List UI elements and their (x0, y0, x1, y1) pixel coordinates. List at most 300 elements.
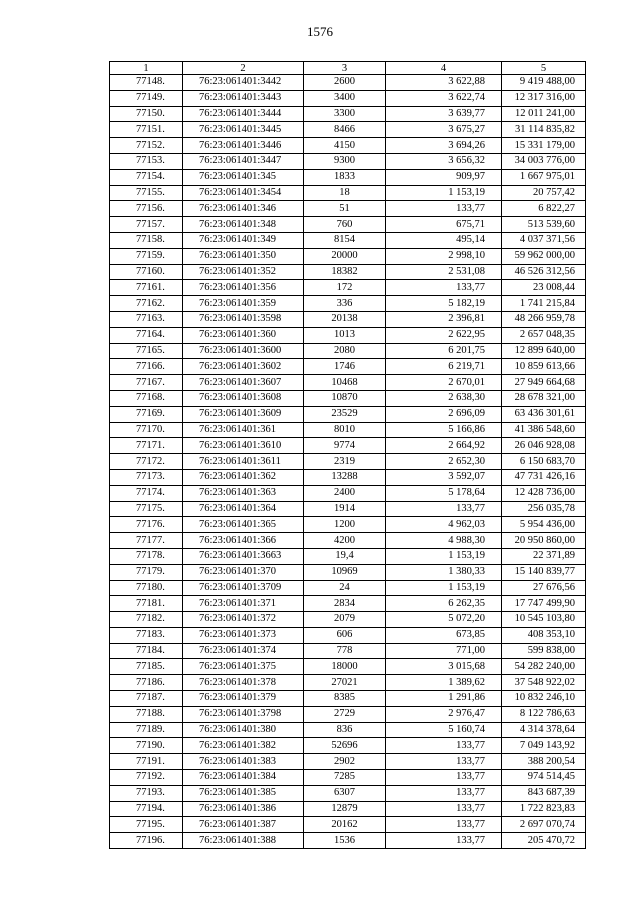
area-cell: 2400 (304, 485, 386, 501)
table-row (110, 691, 586, 707)
cadastral-number-cell: 76:23:061401:371 (183, 596, 304, 612)
row-number-cell: 77172. (110, 454, 183, 470)
cadastral-number-cell: 76:23:061401:346 (183, 201, 304, 217)
specific-value-cell: 2 531,08 (386, 264, 502, 280)
row-number-cell: 77171. (110, 438, 183, 454)
area-cell: 10969 (304, 564, 386, 580)
row-number-cell: 77193. (110, 785, 183, 801)
row-number-cell: 77179. (110, 564, 183, 580)
area-cell: 9300 (304, 153, 386, 169)
row-number-cell: 77180. (110, 580, 183, 596)
table-row (110, 548, 586, 564)
table-row (110, 533, 586, 549)
area-cell: 8466 (304, 122, 386, 138)
row-number-cell: 77188. (110, 706, 183, 722)
row-number-cell: 77190. (110, 738, 183, 754)
column-header: 5 (502, 62, 586, 75)
cadastral-number-cell: 76:23:061401:3443 (183, 90, 304, 106)
specific-value-cell: 1 153,19 (386, 185, 502, 201)
cadastral-value-cell: 4 314 378,64 (502, 722, 586, 738)
row-number-cell: 77153. (110, 153, 183, 169)
row-number-cell: 77177. (110, 533, 183, 549)
cadastral-value-cell: 27 949 664,68 (502, 375, 586, 391)
area-cell: 1536 (304, 833, 386, 849)
specific-value-cell: 909,97 (386, 169, 502, 185)
cadastral-number-cell: 76:23:061401:359 (183, 296, 304, 312)
cadastral-number-cell: 76:23:061401:379 (183, 691, 304, 707)
area-cell: 6307 (304, 785, 386, 801)
cadastral-number-cell: 76:23:061401:361 (183, 422, 304, 438)
area-cell: 9774 (304, 438, 386, 454)
row-number-cell: 77194. (110, 801, 183, 817)
area-cell: 20138 (304, 311, 386, 327)
area-cell: 2834 (304, 596, 386, 612)
specific-value-cell: 6 201,75 (386, 343, 502, 359)
table-row (110, 185, 586, 201)
cadastral-value-cell: 205 470,72 (502, 833, 586, 849)
specific-value-cell: 2 670,01 (386, 375, 502, 391)
row-number-cell: 77157. (110, 217, 183, 233)
column-header: 3 (304, 62, 386, 75)
page-number: 1576 (307, 24, 333, 39)
area-cell: 336 (304, 296, 386, 312)
table-row (110, 517, 586, 533)
row-number-cell: 77187. (110, 691, 183, 707)
specific-value-cell: 3 622,88 (386, 75, 502, 91)
cadastral-number-cell: 76:23:061401:382 (183, 738, 304, 754)
area-cell: 2319 (304, 454, 386, 470)
cadastral-value-cell: 28 678 321,00 (502, 390, 586, 406)
cadastral-value-cell: 6 150 683,70 (502, 454, 586, 470)
specific-value-cell: 3 675,27 (386, 122, 502, 138)
specific-value-cell: 2 976,47 (386, 706, 502, 722)
cadastral-number-cell: 76:23:061401:3445 (183, 122, 304, 138)
row-number-cell: 77181. (110, 596, 183, 612)
area-cell: 2729 (304, 706, 386, 722)
area-cell: 1200 (304, 517, 386, 533)
specific-value-cell: 133,77 (386, 785, 502, 801)
cadastral-value-cell: 12 317 316,00 (502, 90, 586, 106)
cadastral-number-cell: 76:23:061401:3798 (183, 706, 304, 722)
specific-value-cell: 1 153,19 (386, 580, 502, 596)
cadastral-value-cell: 9 419 488,00 (502, 75, 586, 91)
cadastral-number-cell: 76:23:061401:3608 (183, 390, 304, 406)
area-cell: 2600 (304, 75, 386, 91)
area-cell: 10870 (304, 390, 386, 406)
cadastral-value-cell: 22 371,89 (502, 548, 586, 564)
area-cell: 1013 (304, 327, 386, 343)
area-cell: 606 (304, 627, 386, 643)
cadastral-value-cell: 41 386 548,60 (502, 422, 586, 438)
row-number-cell: 77149. (110, 90, 183, 106)
area-cell: 20000 (304, 248, 386, 264)
row-number-cell: 77158. (110, 232, 183, 248)
specific-value-cell: 1 380,33 (386, 564, 502, 580)
area-cell: 18382 (304, 264, 386, 280)
cadastral-value-cell: 46 526 312,56 (502, 264, 586, 280)
cadastral-value-cell: 48 266 959,78 (502, 311, 586, 327)
cadastral-value-cell: 2 657 048,35 (502, 327, 586, 343)
area-cell: 51 (304, 201, 386, 217)
table-row (110, 770, 586, 786)
cadastral-value-table (109, 61, 586, 849)
area-cell: 2079 (304, 612, 386, 628)
specific-value-cell: 495,14 (386, 232, 502, 248)
cadastral-value-cell: 27 676,56 (502, 580, 586, 596)
cadastral-number-cell: 76:23:061401:3609 (183, 406, 304, 422)
cadastral-value-cell: 1 667 975,01 (502, 169, 586, 185)
table-row (110, 138, 586, 154)
specific-value-cell: 2 664,92 (386, 438, 502, 454)
row-number-cell: 77164. (110, 327, 183, 343)
cadastral-number-cell: 76:23:061401:3607 (183, 375, 304, 391)
table-row (110, 659, 586, 675)
area-cell: 1746 (304, 359, 386, 375)
cadastral-value-cell: 20 757,42 (502, 185, 586, 201)
specific-value-cell: 1 291,86 (386, 691, 502, 707)
row-number-cell: 77168. (110, 390, 183, 406)
area-cell: 20162 (304, 817, 386, 833)
cadastral-value-cell: 5 954 436,00 (502, 517, 586, 533)
row-number-cell: 77174. (110, 485, 183, 501)
cadastral-value-cell: 7 049 143,92 (502, 738, 586, 754)
cadastral-value-cell: 47 731 426,16 (502, 469, 586, 485)
row-number-cell: 77186. (110, 675, 183, 691)
table-header-row (110, 62, 586, 75)
area-cell: 27021 (304, 675, 386, 691)
row-number-cell: 77166. (110, 359, 183, 375)
specific-value-cell: 4 962,03 (386, 517, 502, 533)
area-cell: 2902 (304, 754, 386, 770)
row-number-cell: 77185. (110, 659, 183, 675)
area-cell: 1914 (304, 501, 386, 517)
cadastral-value-cell: 15 331 179,00 (502, 138, 586, 154)
cadastral-value-cell: 63 436 301,61 (502, 406, 586, 422)
cadastral-number-cell: 76:23:061401:363 (183, 485, 304, 501)
cadastral-number-cell: 76:23:061401:364 (183, 501, 304, 517)
cadastral-number-cell: 76:23:061401:375 (183, 659, 304, 675)
row-number-cell: 77163. (110, 311, 183, 327)
table-row (110, 311, 586, 327)
cadastral-number-cell: 76:23:061401:352 (183, 264, 304, 280)
specific-value-cell: 2 622,95 (386, 327, 502, 343)
specific-value-cell: 1 389,62 (386, 675, 502, 691)
row-number-cell: 77169. (110, 406, 183, 422)
area-cell: 3400 (304, 90, 386, 106)
area-cell: 12879 (304, 801, 386, 817)
cadastral-value-cell: 599 838,00 (502, 643, 586, 659)
cadastral-number-cell: 76:23:061401:378 (183, 675, 304, 691)
area-cell: 13288 (304, 469, 386, 485)
specific-value-cell: 1 153,19 (386, 548, 502, 564)
specific-value-cell: 5 166,86 (386, 422, 502, 438)
table-row (110, 438, 586, 454)
area-cell: 18000 (304, 659, 386, 675)
column-header: 1 (110, 62, 183, 75)
cadastral-number-cell: 76:23:061401:372 (183, 612, 304, 628)
cadastral-number-cell: 76:23:061401:345 (183, 169, 304, 185)
specific-value-cell: 2 638,30 (386, 390, 502, 406)
specific-value-cell: 133,77 (386, 738, 502, 754)
area-cell: 24 (304, 580, 386, 596)
cadastral-value-cell: 10 545 103,80 (502, 612, 586, 628)
cadastral-value-cell: 843 687,39 (502, 785, 586, 801)
row-number-cell: 77182. (110, 612, 183, 628)
specific-value-cell: 133,77 (386, 754, 502, 770)
cadastral-value-cell: 34 003 776,00 (502, 153, 586, 169)
specific-value-cell: 133,77 (386, 817, 502, 833)
table-row (110, 75, 586, 91)
table-row (110, 454, 586, 470)
table-row (110, 580, 586, 596)
table-row (110, 627, 586, 643)
cadastral-value-cell: 1 722 823,83 (502, 801, 586, 817)
table-row (110, 343, 586, 359)
cadastral-value-cell: 15 140 839,77 (502, 564, 586, 580)
cadastral-number-cell: 76:23:061401:3663 (183, 548, 304, 564)
cadastral-value-cell: 10 859 613,66 (502, 359, 586, 375)
cadastral-number-cell: 76:23:061401:3598 (183, 311, 304, 327)
area-cell: 8385 (304, 691, 386, 707)
cadastral-value-cell: 10 832 246,10 (502, 691, 586, 707)
cadastral-number-cell: 76:23:061401:370 (183, 564, 304, 580)
area-cell: 18 (304, 185, 386, 201)
table-row (110, 596, 586, 612)
area-cell: 8010 (304, 422, 386, 438)
table-row (110, 406, 586, 422)
cadastral-number-cell: 76:23:061401:387 (183, 817, 304, 833)
area-cell: 172 (304, 280, 386, 296)
table-row (110, 817, 586, 833)
table-row (110, 359, 586, 375)
specific-value-cell: 3 592,07 (386, 469, 502, 485)
cadastral-number-cell: 76:23:061401:3442 (183, 75, 304, 91)
specific-value-cell: 2 696,09 (386, 406, 502, 422)
cadastral-value-cell: 59 962 000,00 (502, 248, 586, 264)
row-number-cell: 77175. (110, 501, 183, 517)
cadastral-number-cell: 76:23:061401:349 (183, 232, 304, 248)
row-number-cell: 77165. (110, 343, 183, 359)
row-number-cell: 77178. (110, 548, 183, 564)
row-number-cell: 77184. (110, 643, 183, 659)
area-cell: 19,4 (304, 548, 386, 564)
cadastral-number-cell: 76:23:061401:386 (183, 801, 304, 817)
cadastral-value-cell: 26 046 928,08 (502, 438, 586, 454)
table-row (110, 643, 586, 659)
cadastral-value-cell: 4 037 371,56 (502, 232, 586, 248)
column-header: 4 (386, 62, 502, 75)
cadastral-value-cell: 2 697 070,74 (502, 817, 586, 833)
cadastral-number-cell: 76:23:061401:3610 (183, 438, 304, 454)
row-number-cell: 77151. (110, 122, 183, 138)
table-row (110, 833, 586, 849)
table-row (110, 169, 586, 185)
cadastral-number-cell: 76:23:061401:3709 (183, 580, 304, 596)
column-header: 2 (183, 62, 304, 75)
area-cell: 52696 (304, 738, 386, 754)
specific-value-cell: 3 639,77 (386, 106, 502, 122)
cadastral-value-cell: 54 282 240,00 (502, 659, 586, 675)
specific-value-cell: 133,77 (386, 280, 502, 296)
cadastral-number-cell: 76:23:061401:3611 (183, 454, 304, 470)
table-row (110, 153, 586, 169)
table-body (110, 75, 586, 849)
cadastral-number-cell: 76:23:061401:350 (183, 248, 304, 264)
specific-value-cell: 771,00 (386, 643, 502, 659)
table-row (110, 564, 586, 580)
table-row (110, 232, 586, 248)
table-row (110, 217, 586, 233)
row-number-cell: 77192. (110, 770, 183, 786)
cadastral-value-cell: 12 899 640,00 (502, 343, 586, 359)
specific-value-cell: 3 656,32 (386, 153, 502, 169)
cadastral-number-cell: 76:23:061401:3446 (183, 138, 304, 154)
table-row (110, 375, 586, 391)
cadastral-number-cell: 76:23:061401:385 (183, 785, 304, 801)
area-cell: 8154 (304, 232, 386, 248)
specific-value-cell: 133,77 (386, 833, 502, 849)
specific-value-cell: 133,77 (386, 770, 502, 786)
cadastral-value-cell: 37 548 922,02 (502, 675, 586, 691)
table-row (110, 248, 586, 264)
row-number-cell: 77189. (110, 722, 183, 738)
cadastral-number-cell: 76:23:061401:373 (183, 627, 304, 643)
row-number-cell: 77170. (110, 422, 183, 438)
area-cell: 760 (304, 217, 386, 233)
area-cell: 836 (304, 722, 386, 738)
table-row (110, 469, 586, 485)
cadastral-number-cell: 76:23:061401:3444 (183, 106, 304, 122)
specific-value-cell: 133,77 (386, 801, 502, 817)
row-number-cell: 77196. (110, 833, 183, 849)
table-row (110, 706, 586, 722)
area-cell: 2080 (304, 343, 386, 359)
row-number-cell: 77173. (110, 469, 183, 485)
cadastral-number-cell: 76:23:061401:362 (183, 469, 304, 485)
specific-value-cell: 5 178,64 (386, 485, 502, 501)
specific-value-cell: 6 262,35 (386, 596, 502, 612)
area-cell: 4200 (304, 533, 386, 549)
table-row (110, 422, 586, 438)
specific-value-cell: 2 998,10 (386, 248, 502, 264)
cadastral-number-cell: 76:23:061401:3447 (183, 153, 304, 169)
row-number-cell: 77195. (110, 817, 183, 833)
table-row (110, 106, 586, 122)
specific-value-cell: 133,77 (386, 201, 502, 217)
table-row (110, 264, 586, 280)
area-cell: 10468 (304, 375, 386, 391)
row-number-cell: 77154. (110, 169, 183, 185)
table-row (110, 754, 586, 770)
cadastral-number-cell: 76:23:061401:348 (183, 217, 304, 233)
row-number-cell: 77161. (110, 280, 183, 296)
area-cell: 778 (304, 643, 386, 659)
table-row (110, 90, 586, 106)
specific-value-cell: 3 694,26 (386, 138, 502, 154)
specific-value-cell: 6 219,71 (386, 359, 502, 375)
specific-value-cell: 4 988,30 (386, 533, 502, 549)
specific-value-cell: 5 182,19 (386, 296, 502, 312)
cadastral-value-cell: 388 200,54 (502, 754, 586, 770)
cadastral-number-cell: 76:23:061401:3454 (183, 185, 304, 201)
cadastral-number-cell: 76:23:061401:388 (183, 833, 304, 849)
cadastral-value-cell: 12 011 241,00 (502, 106, 586, 122)
table-row (110, 612, 586, 628)
cadastral-number-cell: 76:23:061401:380 (183, 722, 304, 738)
table-row (110, 785, 586, 801)
cadastral-number-cell: 76:23:061401:383 (183, 754, 304, 770)
cadastral-value-cell: 256 035,78 (502, 501, 586, 517)
area-cell: 4150 (304, 138, 386, 154)
specific-value-cell: 675,71 (386, 217, 502, 233)
specific-value-cell: 673,85 (386, 627, 502, 643)
specific-value-cell: 5 160,74 (386, 722, 502, 738)
row-number-cell: 77176. (110, 517, 183, 533)
cadastral-number-cell: 76:23:061401:384 (183, 770, 304, 786)
cadastral-number-cell: 76:23:061401:3600 (183, 343, 304, 359)
row-number-cell: 77191. (110, 754, 183, 770)
specific-value-cell: 2 396,81 (386, 311, 502, 327)
cadastral-value-cell: 20 950 860,00 (502, 533, 586, 549)
table-row (110, 280, 586, 296)
row-number-cell: 77152. (110, 138, 183, 154)
area-cell: 23529 (304, 406, 386, 422)
area-cell: 7285 (304, 770, 386, 786)
table-row (110, 390, 586, 406)
table-row (110, 201, 586, 217)
specific-value-cell: 5 072,20 (386, 612, 502, 628)
table-row (110, 296, 586, 312)
cadastral-value-cell: 408 353,10 (502, 627, 586, 643)
area-cell: 3300 (304, 106, 386, 122)
area-cell: 1833 (304, 169, 386, 185)
cadastral-number-cell: 76:23:061401:356 (183, 280, 304, 296)
cadastral-number-cell: 76:23:061401:360 (183, 327, 304, 343)
cadastral-value-cell: 17 747 499,90 (502, 596, 586, 612)
cadastral-number-cell: 76:23:061401:3602 (183, 359, 304, 375)
cadastral-number-cell: 76:23:061401:366 (183, 533, 304, 549)
cadastral-value-cell: 513 539,60 (502, 217, 586, 233)
specific-value-cell: 3 622,74 (386, 90, 502, 106)
cadastral-value-cell: 974 514,45 (502, 770, 586, 786)
table-row (110, 722, 586, 738)
row-number-cell: 77160. (110, 264, 183, 280)
table-row (110, 738, 586, 754)
cadastral-number-cell: 76:23:061401:374 (183, 643, 304, 659)
row-number-cell: 77162. (110, 296, 183, 312)
row-number-cell: 77167. (110, 375, 183, 391)
table-row (110, 485, 586, 501)
row-number-cell: 77155. (110, 185, 183, 201)
table-row (110, 327, 586, 343)
row-number-cell: 77159. (110, 248, 183, 264)
cadastral-value-cell: 23 008,44 (502, 280, 586, 296)
row-number-cell: 77156. (110, 201, 183, 217)
table-row (110, 801, 586, 817)
cadastral-number-cell: 76:23:061401:365 (183, 517, 304, 533)
row-number-cell: 77148. (110, 75, 183, 91)
specific-value-cell: 3 015,68 (386, 659, 502, 675)
table-row (110, 501, 586, 517)
cadastral-value-cell: 12 428 736,00 (502, 485, 586, 501)
table-row (110, 122, 586, 138)
specific-value-cell: 2 652,30 (386, 454, 502, 470)
cadastral-value-cell: 31 114 835,82 (502, 122, 586, 138)
cadastral-value-cell: 6 822,27 (502, 201, 586, 217)
row-number-cell: 77183. (110, 627, 183, 643)
cadastral-value-cell: 8 122 786,63 (502, 706, 586, 722)
specific-value-cell: 133,77 (386, 501, 502, 517)
